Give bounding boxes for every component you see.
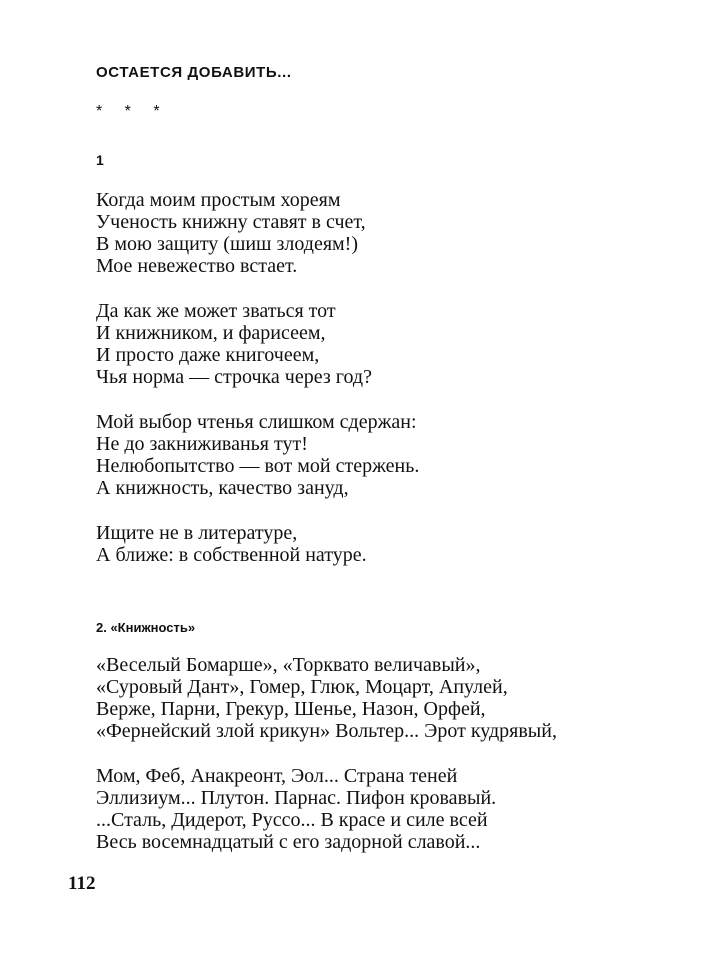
verse-line: ...Сталь, Дидерот, Руссо... В красе и силе всей (96, 809, 488, 831)
verse-line: А ближе: в собственной натуре. (96, 544, 367, 566)
poem-2-stanza-2 (96, 765, 656, 853)
verse-line: Эллизиум... Плутон. Парнас. Пифон кровавый. (96, 787, 497, 809)
verse-line: И просто даже книгочеем, (96, 344, 320, 366)
poem-1-stanza-3 (96, 411, 656, 499)
verse-line: И книжником, и фарисеем, (96, 322, 326, 344)
verse-line: Мом, Феб, Анакреонт, Эол... Страна теней (96, 765, 458, 787)
verse-line: Верже, Парни, Грекур, Шенье, Назон, Орфей, (96, 698, 486, 720)
poem-1-number: 1 (96, 152, 104, 168)
verse-line: «Фернейский злой крикун» Вольтер... Эрот кудрявый, (96, 720, 557, 742)
section-title: ОСТАЕТСЯ ДОБАВИТЬ... (96, 64, 292, 81)
verse-line: Мой выбор чтенья слишком сдержан: (96, 411, 417, 433)
verse-line: Когда моим простым хореям (96, 189, 341, 211)
poem-2-stanza-1 (96, 654, 656, 742)
poem-1-stanza-2 (96, 300, 656, 388)
verse-line: Ищите не в литературе, (96, 522, 298, 544)
verse-line: Ученость книжну ставят в счет, (96, 211, 366, 233)
poem-2-title: 2. «Книжность» (96, 620, 196, 635)
verse-line: Весь восемнадцатый с его задорной славой... (96, 831, 481, 853)
verse-line: Чья норма — строчка через год? (96, 366, 372, 388)
verse-line: «Веселый Бомарше», «Торквато величавый», (96, 654, 481, 676)
section-asterisks: * * * (96, 103, 169, 120)
page-content (96, 58, 656, 853)
page-number: 112 (68, 873, 96, 894)
verse-line: Не до закниживанья тут! (96, 433, 308, 455)
verse-line: Да как же может зваться тот (96, 300, 336, 322)
poem-1-stanza-4 (96, 522, 656, 566)
verse-line: В мою защиту (шиш злодеям!) (96, 233, 358, 255)
verse-line: Мое невежество встает. (96, 255, 298, 277)
poem-1-stanza-1 (96, 189, 656, 277)
verse-line: А книжность, качество зануд, (96, 477, 349, 499)
verse-line: «Суровый Дант», Гомер, Глюк, Моцарт, Апулей, (96, 676, 508, 698)
verse-line: Нелюбопытство — вот мой стержень. (96, 455, 420, 477)
